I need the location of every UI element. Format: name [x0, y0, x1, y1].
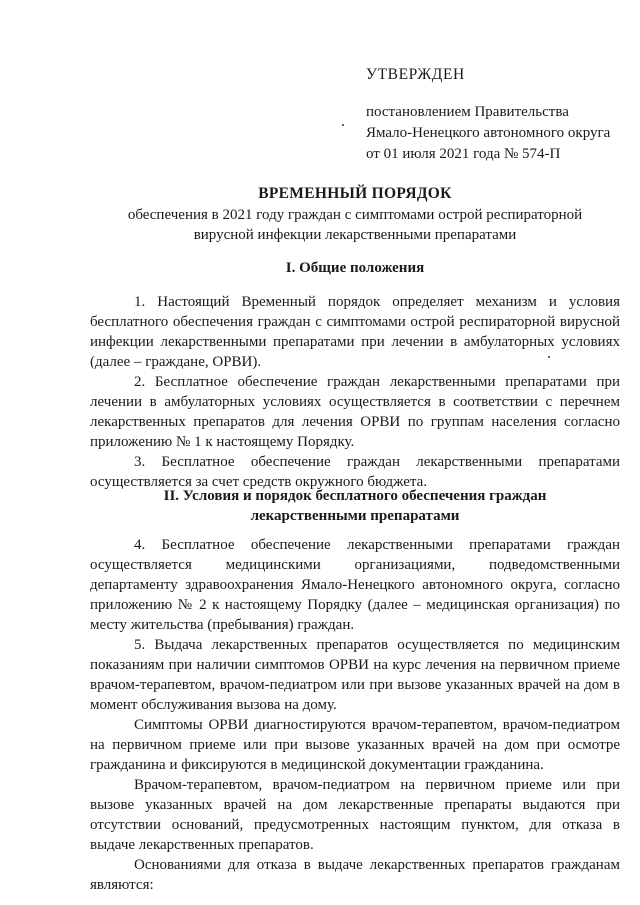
approval-stamp-block: [366, 64, 626, 165]
paragraph-symptoms: Симптомы ОРВИ диагностируются врачом-терапевтом, врачом-педиатром на первичном приеме или при вызове указанных врачей на дом при осмотре гражданина и фиксируются в медицинской документации гражданина.: [90, 717, 620, 773]
approval-line-2: Ямало-Ненецкого автономного округа: [366, 125, 611, 141]
paragraph-refusal-grounds: Основаниями для отказа в выдаче лекарственных препаратов гражданам являются:: [90, 857, 620, 893]
paragraph-5: 5. Выдача лекарственных препаратов осуществляется по медицинским показаниям при наличии симптомов ОРВИ на курс лечения на первичном приеме врачом-терапевтом, врачом-педиатром или при вызове указанных врачей на дом в момент обслуживания вызова на дому.: [90, 637, 620, 713]
paragraph-1: 1. Настоящий Временный порядок определяет механизм и условия бесплатного обеспечения граждан с симптомами острой респираторной вирусной инфекции лекарственными препаратами при лечении в амбулаторных условиях (далее – граждане, ОРВИ).: [90, 294, 620, 370]
section-1-heading: I. Общие положения: [285, 260, 425, 276]
section-2-body: [90, 535, 620, 895]
document-title-block: [90, 183, 620, 245]
section-2-heading-line-1: II. Условия и порядок бесплатного обеспечения граждан: [163, 488, 547, 504]
approval-line-1: постановлением Правительства: [366, 104, 569, 120]
paragraph-issuance: Врачом-терапевтом, врачом-педиатром на первичном приеме или при вызове указанных врачей на дом лекарственные препараты выдаются при отсутствии оснований, предусмотренных настоящим пунктом, для отказа в выдаче лекарственных препаратов.: [90, 777, 620, 853]
approval-line-3: от 01 июля 2021 года № 574-П: [366, 146, 561, 162]
approved-label: УТВЕРЖДЕН: [366, 66, 465, 83]
document-subtitle-line-1: обеспечения в 2021 году граждан с симптомами острой респираторной: [127, 207, 583, 223]
paragraph-3: 3. Бесплатное обеспечение граждан лекарственными препаратами осуществляется за счет средств окружного бюджета.: [90, 454, 620, 490]
paragraph-2: 2. Бесплатное обеспечение граждан лекарственными препаратами при лечении в амбулаторных условиях осуществляется в соответствии с перечнем лекарственных препаратов для лечения ОРВИ по группам населения согласно приложению № 1 к настоящему Порядку.: [90, 374, 620, 450]
section-1-body: [90, 292, 620, 492]
document-subtitle-line-2: вирусной инфекции лекарственными препаратами: [193, 227, 517, 243]
section-2-heading-line-2: лекарственными препаратами: [250, 508, 460, 524]
document-title: ВРЕМЕННЫЙ ПОРЯДОК: [258, 185, 452, 202]
paragraph-4: 4. Бесплатное обеспечение лекарственными препаратами граждан осуществляется медицинскими организациями, подведомственными департаменту здравоохранения Ямало-Ненецкого автономного округа, согласно приложению № 2 к настоящему Порядку (далее – медицинская организация) по месту жительства (пребывания) граждан.: [90, 537, 620, 633]
section-2-heading: [90, 486, 620, 526]
scan-speck: [342, 124, 344, 126]
